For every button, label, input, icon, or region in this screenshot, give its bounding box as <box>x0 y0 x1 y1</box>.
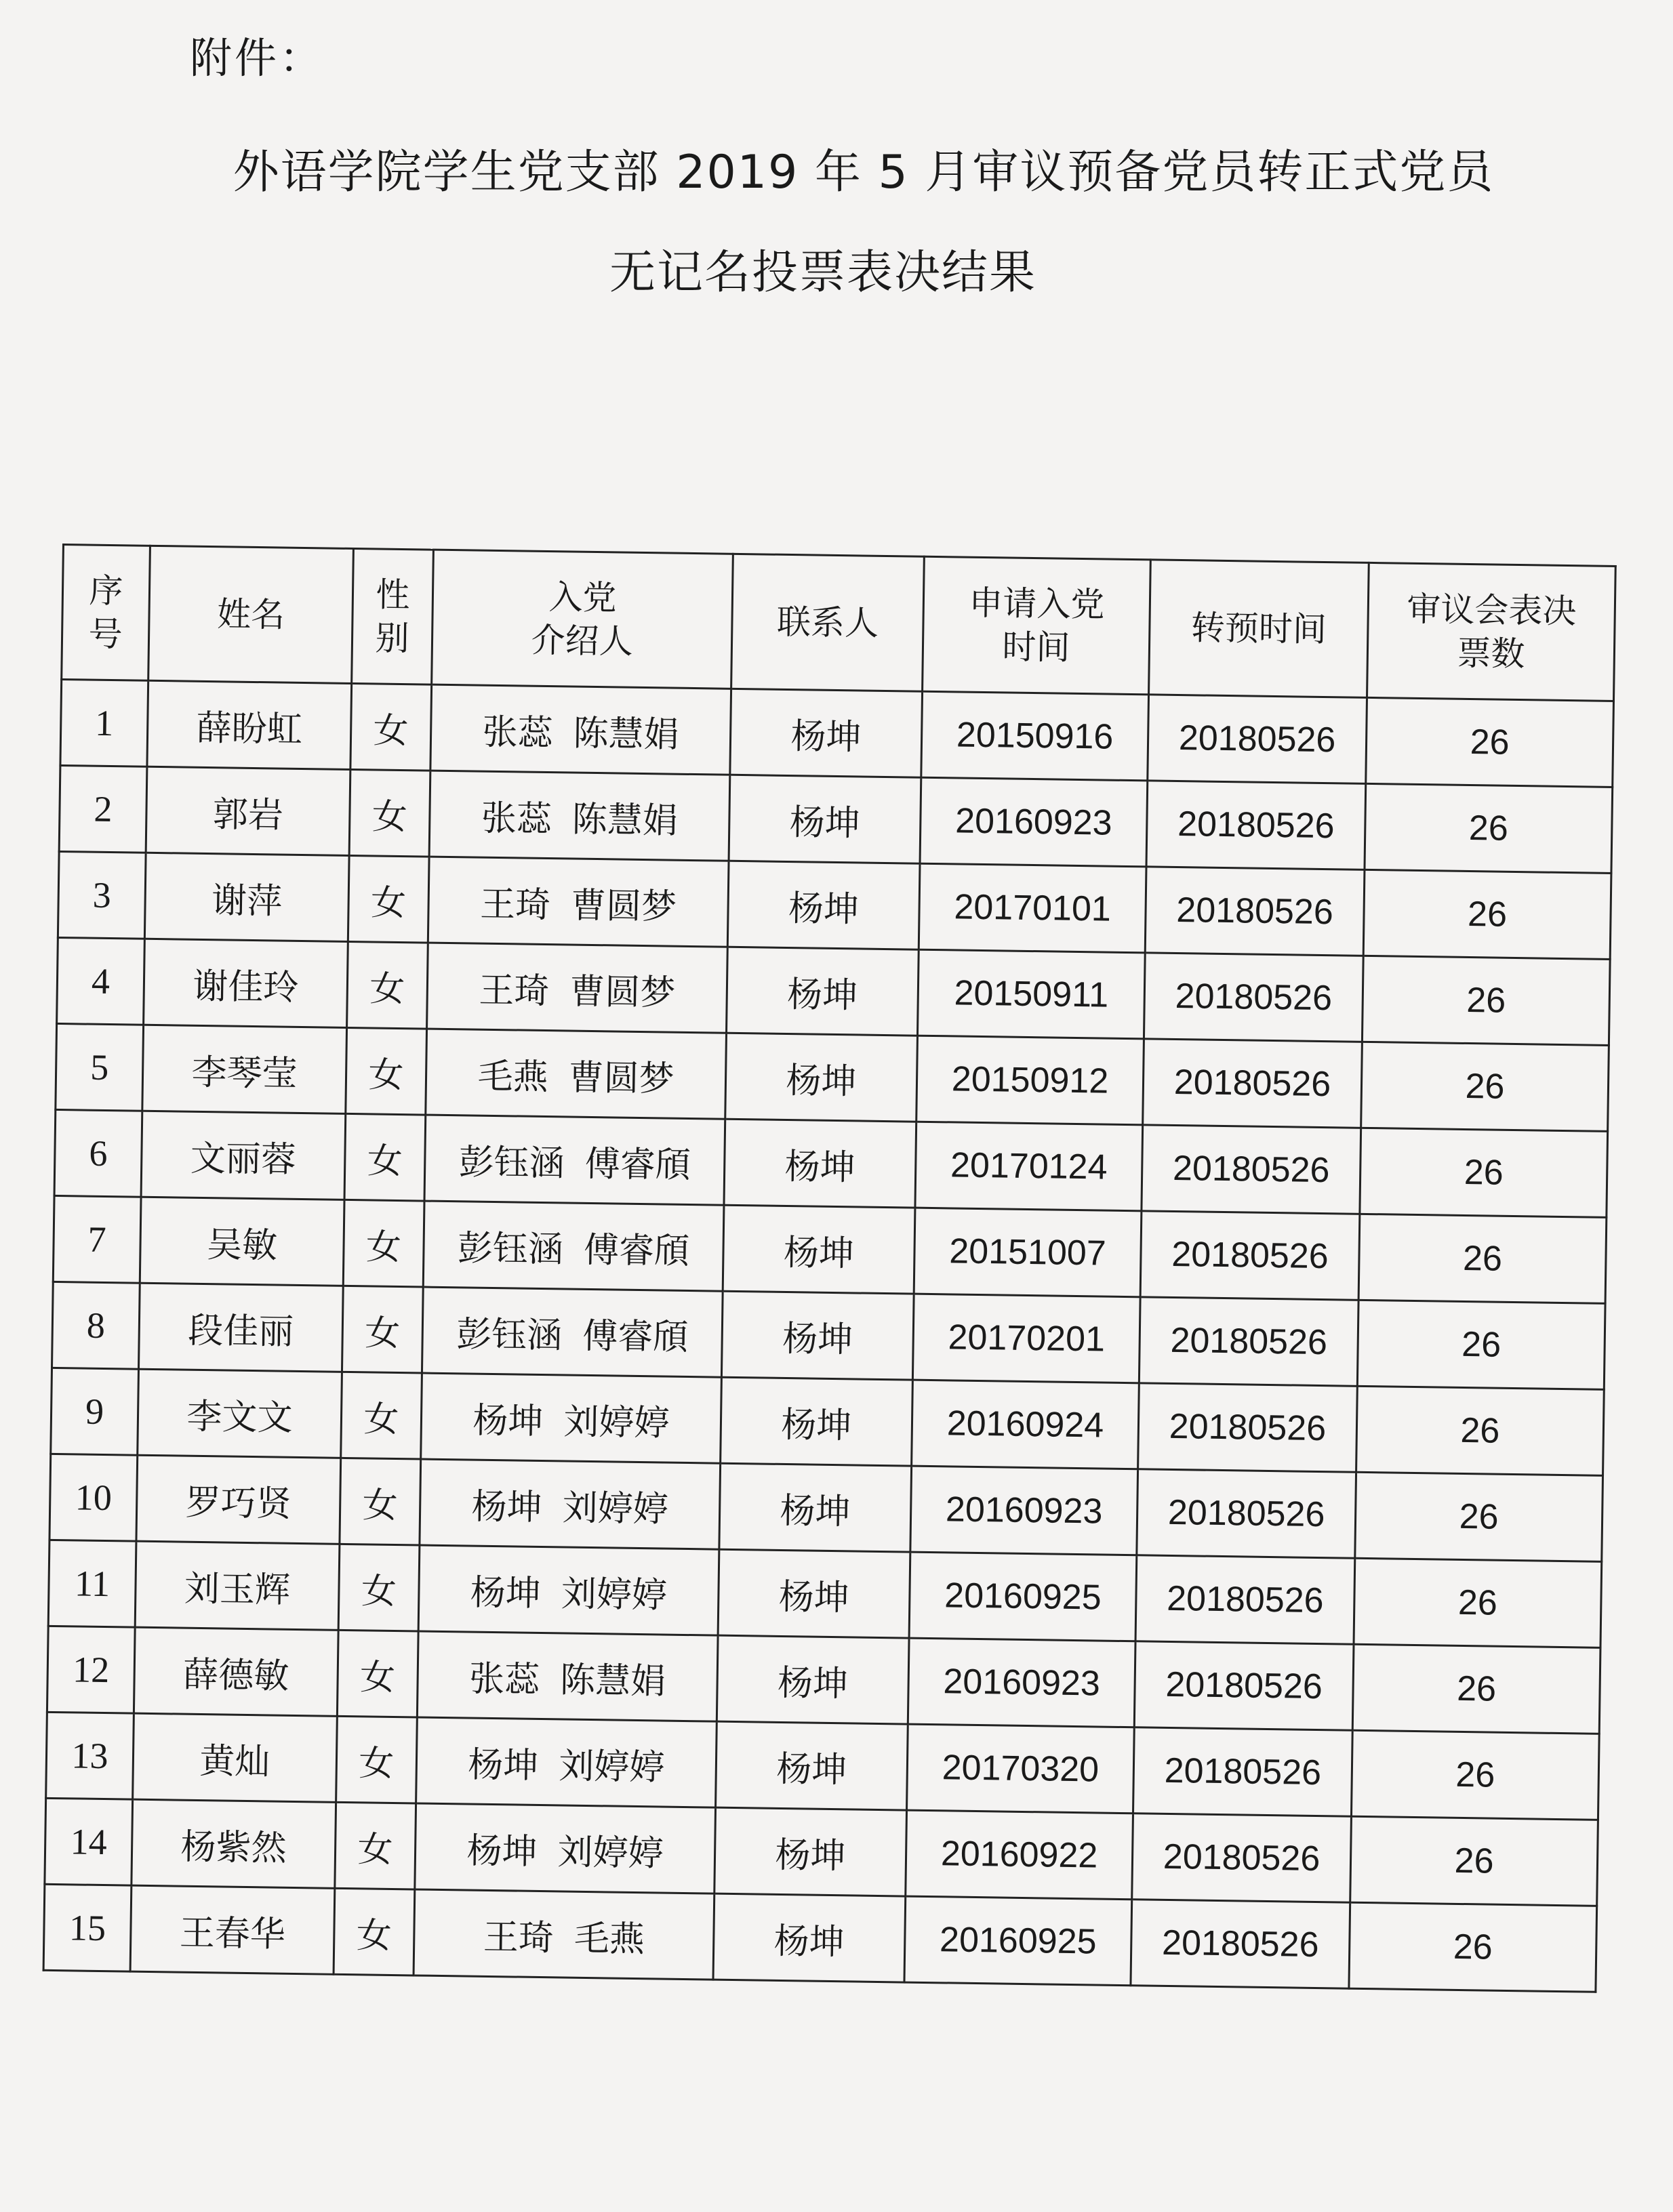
row-introducers <box>420 1459 721 1549</box>
row-apply-time: 20150912 <box>916 1036 1144 1125</box>
introducer-1: 毛燕 <box>477 1056 548 1098</box>
row-index: 2 <box>59 765 147 853</box>
row-index: 7 <box>53 1195 141 1283</box>
row-gender: 女 <box>340 1458 421 1545</box>
introducer-2: 曹圆梦 <box>570 885 677 928</box>
row-introducers <box>430 684 731 775</box>
row-apply-time: 20170201 <box>912 1294 1140 1383</box>
row-introducers <box>418 1545 719 1635</box>
introducer-2: 陈慧娟 <box>559 1659 666 1702</box>
row-probation-time: 20180526 <box>1148 695 1367 783</box>
row-gender: 女 <box>346 1027 427 1115</box>
row-probation-time: 20180526 <box>1143 1039 1363 1128</box>
row-index: 15 <box>43 1884 132 1971</box>
row-index: 4 <box>57 937 145 1025</box>
row-contact: 杨坤 <box>721 1377 913 1466</box>
row-contact: 杨坤 <box>713 1893 906 1982</box>
row-index: 11 <box>48 1540 136 1627</box>
row-index: 6 <box>54 1109 142 1197</box>
row-introducers <box>426 1029 727 1119</box>
document-title: 外语学院学生党支部 2019 年 5 月审议预备党员转正式党员 <box>233 146 1495 199</box>
introducer-2: 傅睿頎 <box>584 1143 691 1186</box>
introducer-1: 王琦 <box>483 1917 555 1959</box>
introducer-2: 毛燕 <box>573 1918 645 1960</box>
introducer-2: 曹圆梦 <box>568 1057 674 1100</box>
row-contact: 杨坤 <box>718 1549 910 1638</box>
header-votes: 审议会表决 票数 <box>1367 562 1616 701</box>
row-name: 黄灿 <box>133 1713 338 1802</box>
row-contact: 杨坤 <box>727 947 919 1036</box>
row-index: 8 <box>52 1282 140 1369</box>
row-votes: 26 <box>1361 1042 1609 1131</box>
row-votes: 26 <box>1349 1902 1597 1992</box>
header-gender: 性 别 <box>352 548 434 684</box>
row-gender: 女 <box>334 1888 415 1975</box>
introducer-2: 陈慧娟 <box>571 799 679 842</box>
row-introducers <box>416 1717 717 1807</box>
attachment-label: 附件： <box>190 33 325 83</box>
introducer-2: 刘婷婷 <box>561 1573 668 1616</box>
row-votes: 26 <box>1360 1128 1608 1217</box>
row-index: 10 <box>49 1454 138 1541</box>
row-votes: 26 <box>1356 1386 1605 1475</box>
row-votes: 26 <box>1362 956 1610 1045</box>
row-introducers <box>423 1201 724 1291</box>
introducer-1: 王琦 <box>478 970 550 1012</box>
row-contact: 杨坤 <box>716 1721 908 1810</box>
introducer-2: 陈慧娟 <box>573 713 680 756</box>
row-votes: 26 <box>1357 1300 1605 1389</box>
table-body <box>43 680 1613 1992</box>
row-gender: 女 <box>335 1802 416 1889</box>
introducer-2: 曹圆梦 <box>569 971 676 1014</box>
row-probation-time: 20180526 <box>1142 1125 1361 1214</box>
row-votes: 26 <box>1363 869 1611 959</box>
header-apply-time: 申请入党 时间 <box>923 556 1151 695</box>
row-introducers <box>424 1115 725 1205</box>
header-name: 姓名 <box>148 546 354 683</box>
row-contact: 杨坤 <box>714 1807 907 1896</box>
row-introducers <box>417 1631 718 1721</box>
row-apply-time: 20170124 <box>915 1122 1143 1211</box>
header-contact: 联系人 <box>731 554 925 691</box>
row-introducers <box>428 857 729 947</box>
introducer-1: 彭钰涵 <box>458 1141 565 1184</box>
row-introducers <box>427 943 728 1033</box>
row-apply-time: 20160925 <box>909 1552 1137 1641</box>
row-votes: 26 <box>1351 1730 1599 1820</box>
row-introducers <box>422 1287 723 1377</box>
introducer-1: 杨坤 <box>470 1572 542 1614</box>
row-introducers <box>421 1373 722 1463</box>
row-contact: 杨坤 <box>719 1463 912 1552</box>
row-gender: 女 <box>348 855 429 943</box>
row-contact: 杨坤 <box>723 1205 915 1294</box>
row-gender: 女 <box>347 941 428 1029</box>
row-probation-time: 20180526 <box>1132 1814 1352 1902</box>
row-index: 12 <box>47 1626 135 1713</box>
row-contact: 杨坤 <box>727 861 920 949</box>
row-probation-time: 20180526 <box>1144 953 1363 1042</box>
row-contact: 杨坤 <box>724 1119 916 1208</box>
row-contact: 杨坤 <box>729 775 921 863</box>
row-name: 吴敏 <box>140 1197 344 1286</box>
introducer-1: 张蕊 <box>482 712 554 754</box>
row-probation-time: 20180526 <box>1137 1469 1356 1558</box>
row-name: 李文文 <box>138 1369 342 1458</box>
row-votes: 26 <box>1366 697 1614 787</box>
row-name: 薛盼虹 <box>147 680 352 769</box>
row-contact: 杨坤 <box>725 1033 918 1122</box>
row-probation-time: 20180526 <box>1145 867 1365 956</box>
row-probation-time: 20180526 <box>1140 1211 1360 1300</box>
row-apply-time: 20160923 <box>910 1466 1138 1555</box>
row-introducers <box>429 771 730 861</box>
row-apply-time: 20160923 <box>908 1638 1135 1727</box>
row-gender: 女 <box>350 683 432 771</box>
row-index: 3 <box>58 851 146 939</box>
row-votes: 26 <box>1354 1558 1602 1647</box>
row-index: 13 <box>46 1712 134 1799</box>
row-probation-time: 20180526 <box>1138 1383 1358 1472</box>
row-probation-time: 20180526 <box>1131 1900 1350 1988</box>
introducer-1: 杨坤 <box>467 1744 539 1786</box>
introducer-2: 刘婷婷 <box>563 1401 670 1444</box>
row-gender: 女 <box>349 769 430 857</box>
row-gender: 女 <box>338 1544 420 1631</box>
row-probation-time: 20180526 <box>1133 1727 1352 1816</box>
row-gender: 女 <box>337 1630 418 1717</box>
introducer-1: 彭钰涵 <box>457 1227 564 1270</box>
introducer-2: 傅睿頎 <box>583 1229 690 1272</box>
row-name: 谢萍 <box>144 853 349 941</box>
row-apply-time: 20160923 <box>920 777 1148 867</box>
row-apply-time: 20150911 <box>917 949 1145 1039</box>
introducer-1: 王琦 <box>479 884 551 926</box>
row-name: 文丽蓉 <box>141 1111 346 1200</box>
results-table <box>43 544 1617 1993</box>
row-name: 罗巧贤 <box>136 1455 341 1544</box>
row-gender: 女 <box>341 1372 422 1459</box>
row-index: 1 <box>60 680 148 767</box>
introducer-2: 刘婷婷 <box>562 1487 669 1530</box>
row-name: 段佳丽 <box>139 1283 344 1372</box>
row-name: 李琴莹 <box>142 1025 347 1113</box>
introducer-2: 刘婷婷 <box>557 1831 664 1875</box>
row-contact: 杨坤 <box>721 1291 914 1380</box>
introducer-1: 彭钰涵 <box>456 1313 563 1356</box>
introducer-2: 刘婷婷 <box>558 1745 665 1788</box>
row-gender: 女 <box>336 1716 418 1803</box>
row-votes: 26 <box>1350 1816 1598 1906</box>
row-probation-time: 20180526 <box>1146 781 1366 869</box>
row-apply-time: 20170101 <box>919 863 1146 953</box>
introducer-1: 杨坤 <box>466 1830 538 1872</box>
introducer-1: 张蕊 <box>468 1658 540 1700</box>
row-contact: 杨坤 <box>717 1635 909 1724</box>
results-table-wrapper <box>43 544 1615 1993</box>
row-votes: 26 <box>1358 1214 1607 1303</box>
row-gender: 女 <box>342 1286 423 1373</box>
row-probation-time: 20180526 <box>1139 1297 1358 1386</box>
row-gender: 女 <box>344 1113 426 1201</box>
row-apply-time: 20160924 <box>912 1380 1140 1469</box>
row-name: 谢佳玲 <box>144 939 348 1027</box>
row-votes: 26 <box>1365 783 1613 873</box>
row-apply-time: 20160922 <box>906 1810 1133 1900</box>
row-apply-time: 20151007 <box>914 1208 1142 1297</box>
introducer-2: 傅睿頎 <box>582 1315 689 1358</box>
row-name: 刘玉辉 <box>135 1541 340 1630</box>
row-name: 杨紫然 <box>132 1799 336 1888</box>
document-subtitle: 无记名投票表决结果 <box>609 246 1036 300</box>
row-name: 郭岩 <box>146 766 350 855</box>
row-contact: 杨坤 <box>730 689 923 777</box>
row-index: 5 <box>56 1023 144 1111</box>
row-probation-time: 20180526 <box>1134 1641 1354 1730</box>
row-name: 薛德敏 <box>134 1627 338 1716</box>
row-apply-time: 20150916 <box>921 691 1149 781</box>
introducer-1: 张蕊 <box>481 798 552 840</box>
row-apply-time: 20170320 <box>907 1724 1135 1814</box>
header-probation-time: 转预时间 <box>1149 560 1369 697</box>
row-votes: 26 <box>1352 1644 1600 1734</box>
row-index: 9 <box>51 1368 139 1455</box>
row-probation-time: 20180526 <box>1135 1555 1355 1644</box>
header-index: 序 号 <box>62 545 150 681</box>
introducer-1: 杨坤 <box>472 1400 544 1442</box>
row-gender: 女 <box>343 1200 424 1287</box>
row-votes: 26 <box>1355 1472 1603 1561</box>
introducer-1: 杨坤 <box>471 1486 543 1528</box>
header-introducers: 入党 介绍人 <box>432 550 733 689</box>
header-row <box>62 545 1616 701</box>
row-apply-time: 20160925 <box>904 1896 1132 1986</box>
row-name: 王春华 <box>130 1885 335 1974</box>
row-introducers <box>414 1889 714 1980</box>
row-introducers <box>415 1803 716 1893</box>
row-index: 14 <box>45 1798 133 1885</box>
